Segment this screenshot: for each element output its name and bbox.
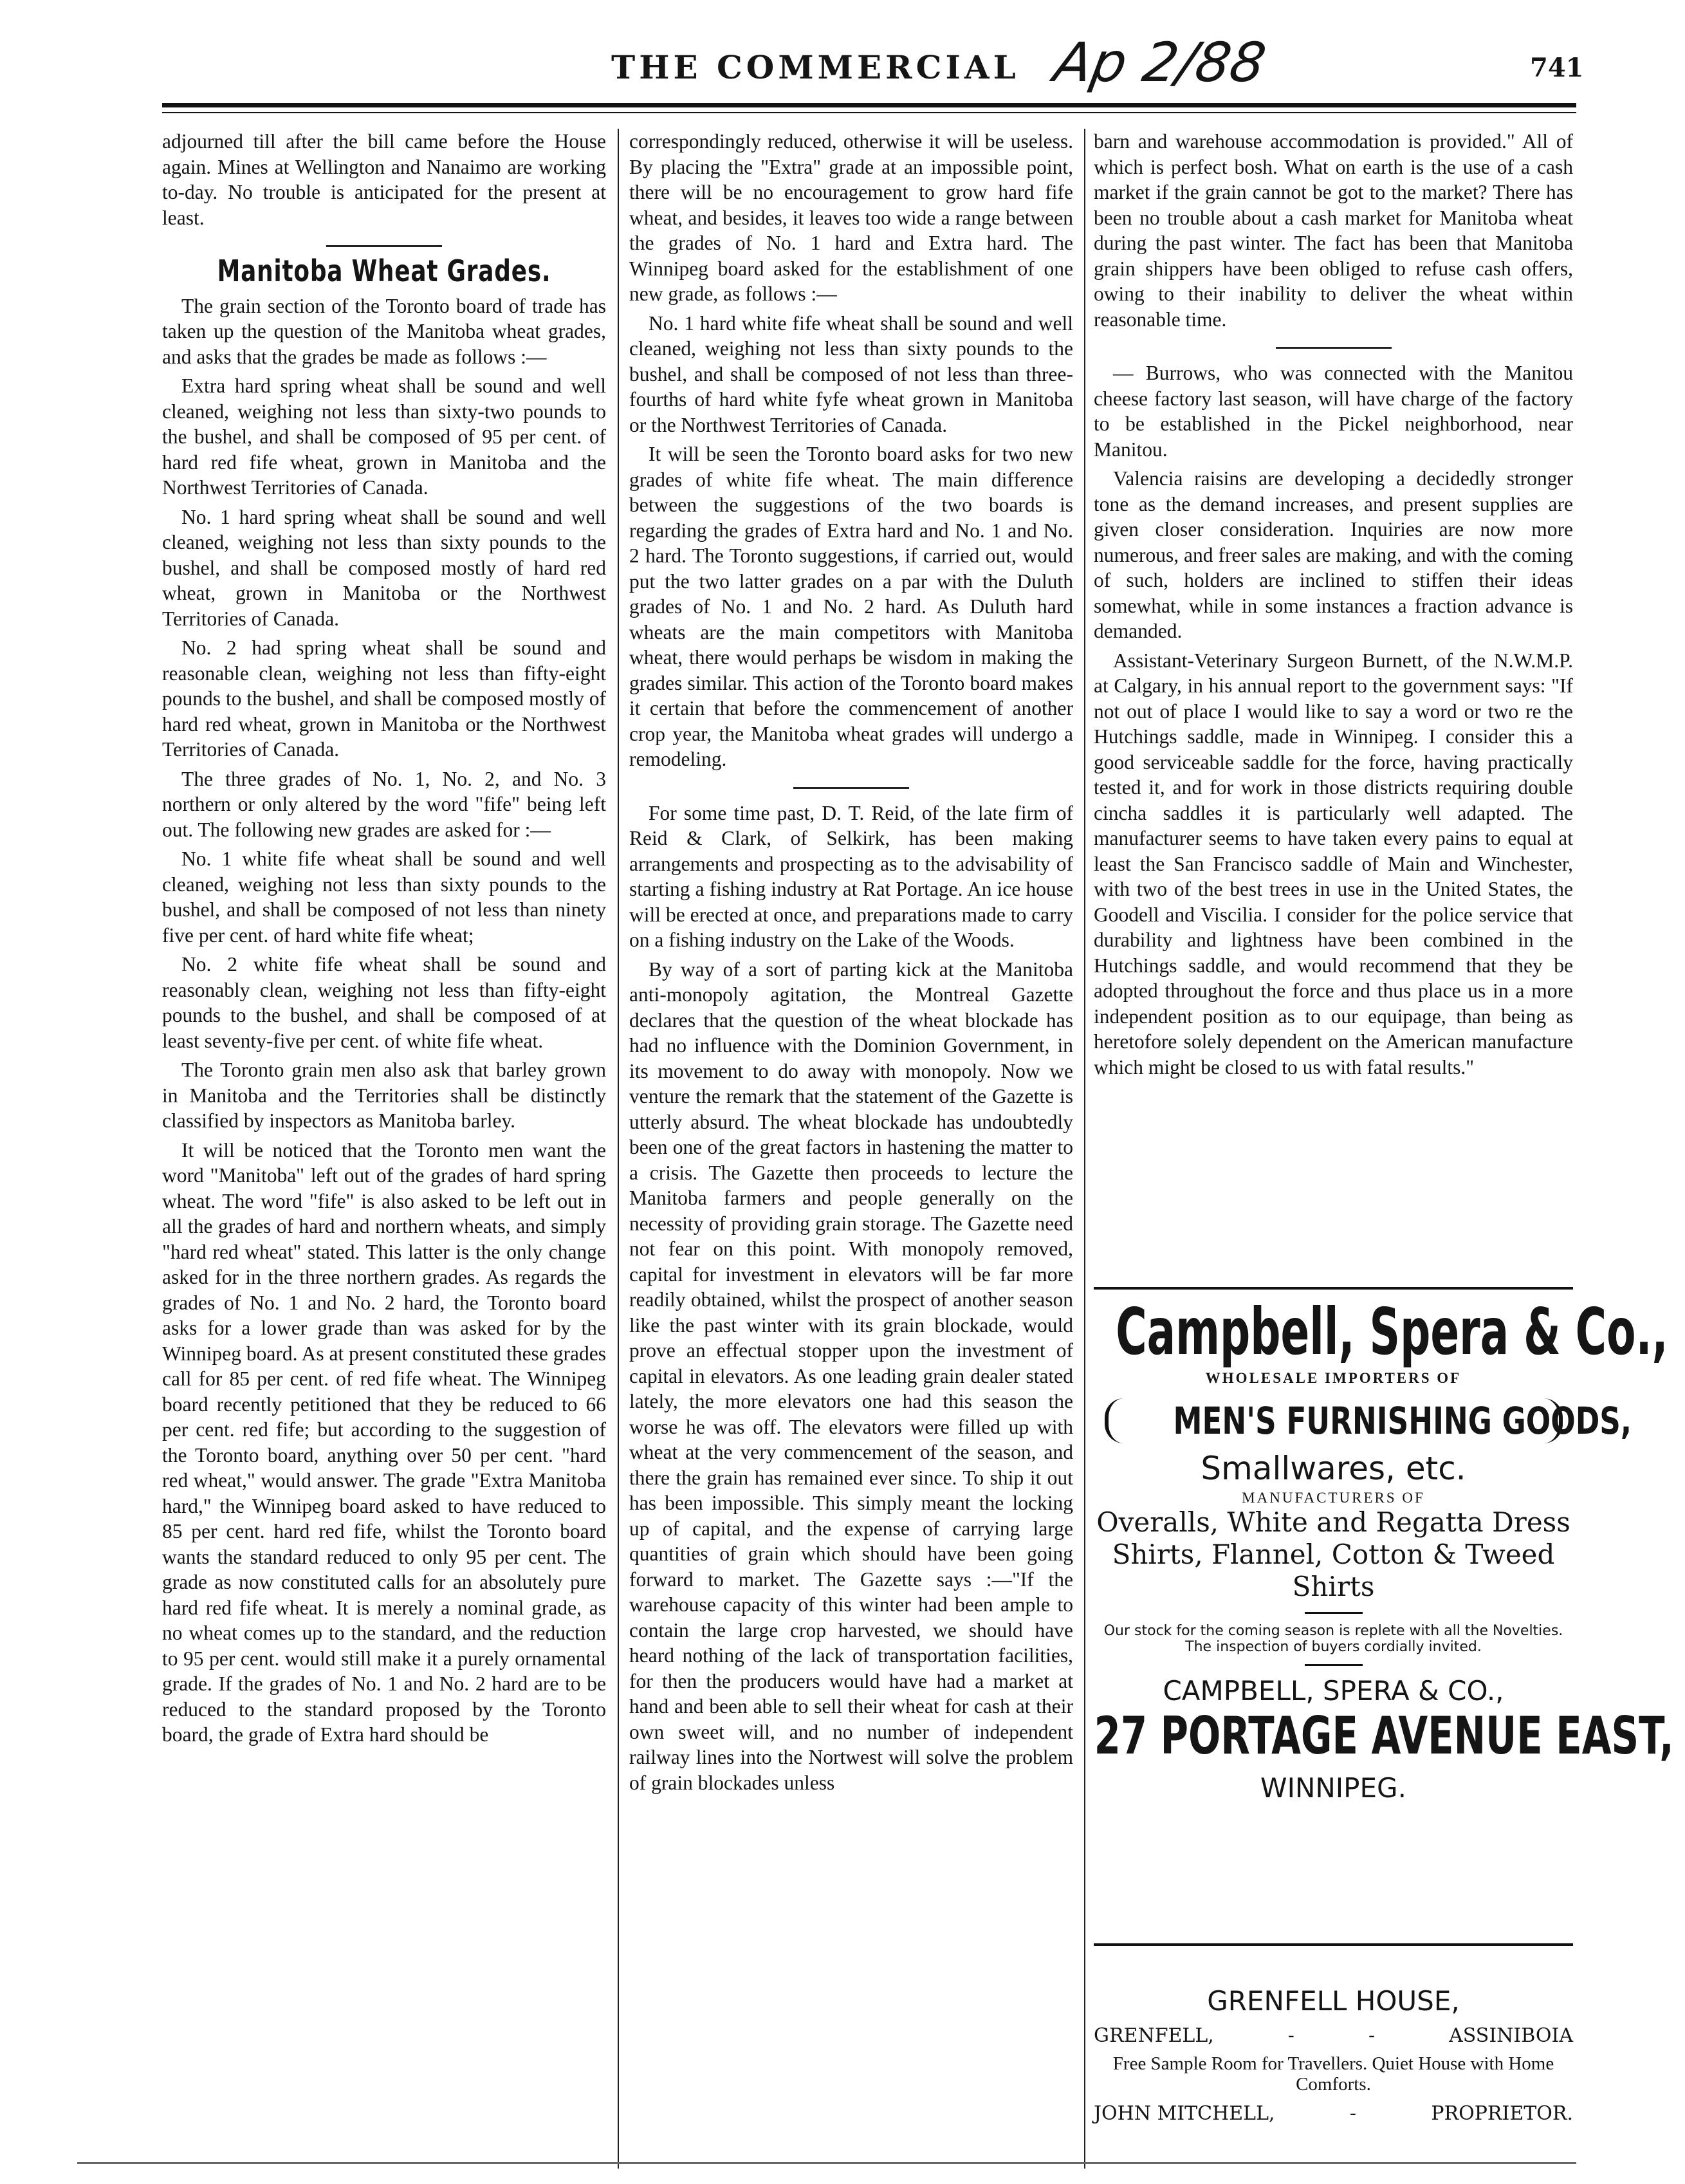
hotel-proprietor: [1094, 2102, 1573, 2125]
hotel-town: GRENFELL,: [1094, 2024, 1214, 2047]
paragraph: No. 2 white fife wheat shall be sound and reasonably clean, weighing not less than fifty-eight pounds to the bushel, and shall be composed of at least seventy-five per cent. of white fife wheat.: [162, 953, 606, 1052]
paragraph: It will be seen the Toronto board asks for two new grades of white fife wheat. The main difference between the suggestions of the two boards is regarding the grades of Extra hard and No. 1 and No. 2 hard. The Toronto suggestions, if carried out, would put the two latter grades on a par with the Duluth grades of No. 1 and No. 2 hard. As Duluth hard wheats are the main competitors with Manitoba wheat, there would perhaps be wisdom in making the grades similar. This action of the Toronto board makes it certain that before the commencement of another crop year, the Manitoba wheat grades will undergo a remodeling.: [629, 443, 1073, 770]
ad-top-rule: [1094, 1287, 1573, 1290]
article-continuation: adjourned till after the bill came before the House again. Mines at Wellington and Nanaimo are working to-day. No trouble is anticipated for the present at least.: [162, 130, 606, 229]
ad-bottom-rule: [1094, 1943, 1573, 1946]
paragraph: Assistant-Veterinary Surgeon Burnett, of the N.W.M.P. at Calgary, in his annual report to the government says: "If not out of place I would like to say a word or two re the Hutchings saddle, made in Winnipeg. I consider this a good serviceable saddle for the force, having practically tested it, and for work in those districts requiring double cincha saddles it is particularly well adapted. The manufacturer seems to have taken every pains to equal at least the San Francisco saddle of Main and Winchester, with two of the best trees in use in the United States, the Goodell and Viscilia. I consider for the police service that durability and lightness have been combined in the Hutchings saddle, and would recommend that they be adopted throughout the force and thus place us in a more independent position as to our equipage, than being as heretofore solely dependent on the American manufacture which might be closed to us with fatal results.": [1094, 649, 1573, 1078]
column-1: [162, 129, 606, 1752]
proprietor-name: JOHN MITCHELL,: [1094, 2102, 1275, 2125]
page-header: [0, 0, 1685, 109]
separator: -: [1287, 2024, 1294, 2047]
header-rule-thin: [162, 112, 1576, 113]
ad-mens-furnishing: [1105, 1398, 1632, 1443]
paragraph: The grain section of the Toronto board of trade has taken up the question of the Manitoba wheat grades, and asks that the grades be made as follows :—: [162, 294, 606, 368]
section-divider: [1094, 340, 1573, 354]
footer-rule: [77, 2162, 1576, 2164]
ad-stock-note: Our stock for the coming season is replete with all the Novelties. The inspection of buyers cordially invited.: [1103, 1623, 1563, 1655]
ad-product-line-1: Overalls, White and Regatta Dress: [1096, 1506, 1570, 1538]
paragraph: No. 1 hard spring wheat shall be sound and well cleaned, weighing not less than sixty pounds to the bushel, and shall be composed mostly of hard red wheat, grown in Manitoba or the Northwest Territories of Canada.: [162, 505, 606, 630]
column-2: [629, 129, 1073, 1799]
section-divider: [629, 780, 1073, 794]
column-rule: [618, 129, 619, 2169]
paragraph: The Toronto grain men also ask that barley grown in Manitoba and the Territories shall be distinctly classified by inspectors as Manitoba barley.: [162, 1059, 606, 1132]
section-heading: Manitoba Wheat Grades.: [217, 254, 551, 288]
hotel-amenities: Free Sample Room for Travellers. Quiet House with Home Comforts.: [1112, 2053, 1554, 2095]
paragraph: No. 2 had spring wheat shall be sound and reasonable clean, weighing not less than fifty-eight pounds to the bushel, and shall be composed mostly of hard red wheat, grown in Manitoba or the Northwest Territories of Canada.: [162, 636, 606, 761]
ad-mens-label: MEN'S FURNISHING GOODS,: [1172, 1399, 1632, 1443]
ad-divider: [1305, 1612, 1363, 1614]
separator: -: [1368, 2024, 1376, 2047]
hotel-location: [1094, 2024, 1573, 2047]
paragraph: correspondingly reduced, otherwise it will be useless. By placing the "Extra" grade at an impossible point, there will be no encouragement to grow hard fife wheat, and besides, it leaves too wide a range between the grades of No. 1 hard and Extra hard. The Winnipeg board asked for the establishment of one new grade, as follows :—: [629, 130, 1073, 305]
ad-divider: [1305, 1664, 1363, 1666]
page-number: 741: [1530, 53, 1584, 83]
advertisement-campbell-spera: [1094, 1294, 1674, 1804]
header-rule: [162, 103, 1576, 107]
paragraph: By way of a sort of parting kick at the Manitoba anti-monopoly agitation, the Montreal Gazette declares that the question of the wheat blockade has had no influence with the Dominion Government, in its movement to do away with monopoly. Now we venture the remark that the statement of the Gazette is utterly absurd. The wheat blockade has undoubtedly been one of the great factors in hastening the matter to a crisis. The Gazette then proceeds to lecture the Manitoba farmers and people generally on the necessity of providing grain storage. The Gazette need not fear on this point. With monopoly removed, capital for investment in elevators will be far more readily obtained, whilst the prospect of another season like the past winter with its grain blockade, would prove an effectual stopper upon the investment of capital in elevators. As one leading grain dealer stated lately, the more elevators one had this season the worse he was off. The elevators were filled up with wheat at the very commencement of the season, and there the grain has remained ever since. To ship it out has been impossible. This simply meant the locking up of capital, and the expense of carrying large quantities of grain which should have been going forward to market. The Gazette says :—"If the warehouse capacity of this winter had been ample to contain the large crop harvested, we should have heard nothing of the lack of transportation facilities, for then the producers would have had a market at hand and been able to sell their wheat for cash at their own sweet will, and no number of independent railway lines into the Nortwest will solve the problem of grain blockades unless: [629, 958, 1073, 1794]
advertisement-grenfell-house: [1094, 1985, 1573, 2125]
ad-product-line-2: Shirts, Flannel, Cotton & Tweed Shirts: [1112, 1539, 1555, 1602]
ad-firm-name: Campbell, Spera & Co.,: [1116, 1294, 1668, 1369]
section-divider: [162, 238, 606, 252]
paragraph: Extra hard spring wheat shall be sound and well cleaned, weighing not less than sixty-two pounds to the bushel, and shall be composed of 95 per cent. of hard red fife wheat, grown in Manitoba and the Northwest Territories of Canada.: [162, 375, 606, 499]
paragraph: Valencia raisins are developing a decidedly stronger tone as the demand increases, and present supplies are given closer consideration. Inquiries are now more numerous, and freer sales are making, and with the coming of such, holders are inclined to stiffen their ideas somewhat, while in some instances a fraction advance is demanded.: [1094, 467, 1573, 642]
paragraph: For some time past, D. T. Reid, of the late firm of Reid & Clark, of Selkirk, has been making arrangements and prospecting as to the advisability of starting a fishing industry at Rat Portage. An ice house will be erected at once, and preparations made to carry on a fishing industry on the Lake of the Woods.: [629, 801, 1073, 951]
ad-wholesale-line: WHOLESALE IMPORTERS OF: [1205, 1370, 1462, 1386]
hotel-province: ASSINIBOIA: [1449, 2024, 1573, 2047]
proprietor-title: PROPRIETOR.: [1431, 2102, 1573, 2125]
paragraph: The three grades of No. 1, No. 2, and No. 3 northern or only altered by the word "fife" being left out. The following new grades are asked for :—: [162, 767, 606, 841]
ad-address: 27 PORTAGE AVENUE EAST,: [1094, 1706, 1674, 1766]
ad-name-caps: CAMPBELL, SPERA & CO.,: [1163, 1675, 1504, 1707]
ad-smallwares: Smallwares, etc.: [1201, 1450, 1466, 1487]
masthead-title: THE COMMERCIAL: [611, 48, 1020, 86]
column-3: [1094, 129, 1573, 1084]
paragraph: barn and warehouse accommodation is provided." All of which is perfect bosh. What on earth is the use of a cash market if the grain cannot be got to the market? There has been no trouble about a cash market for Manitoba wheat during the past winter. The fact has been that Manitoba grain shippers have been obliged to refuse cash offers, owing to their inability to deliver the wheat within reasonable time.: [1094, 130, 1573, 331]
paragraph: — Burrows, who was connected with the Manitou cheese factory last season, will have charge of the factory to be established in the Pickel neighborhood, near Manitou.: [1094, 362, 1573, 461]
paragraph: It will be noticed that the Toronto men want the word "Manitoba" left out of the grades of hard spring wheat. The word "fife" is also asked to be left out in all the grades of hard and northern wheats, and simply "hard red wheat" stated. This latter is the only change asked for in the three northern grades. As regards the grades of No. 1 and No. 2 hard, the Toronto board asks for a lower grade than was asked for by the Winnipeg board. As at present constituted these grades call for 85 per cent. of red fife wheat. The Winnipeg board recently petitioned that they be reduced to 66 per cent. red fife; but according to the suggestion of the Toronto board, anything over 50 per cent. "hard red wheat," would answer. The grade "Extra Manitoba hard," the Winnipeg board asked to have reduced to 85 per cent. hard red fife, whilst the Toronto board wants the standard reduced to only 95 per cent. The grade as now constituted calls for an absolutely pure hard red fife wheat. It is merely a nominal grade, as no wheat comes up to the standard, and the reduction to 95 per cent. would still make it a purely ornamental grade. If the grades of No. 1 and No. 2 hard are to be reduced to the standard proposed by the Toronto board, the grade of Extra hard should be: [162, 1138, 606, 1746]
ad-manufacturers: MANUFACTURERS OF: [1242, 1490, 1425, 1506]
paragraph: No. 1 white fife wheat shall be sound and well cleaned, weighing not less than sixty pounds to the bushel, and shall be composed of not less than ninety five per cent. of hard white fife wheat;: [162, 847, 606, 947]
ad-city: WINNIPEG.: [1260, 1772, 1406, 1804]
hotel-name: GRENFELL HOUSE,: [1207, 1985, 1460, 2017]
paragraph: No. 1 hard white fife wheat shall be sound and well cleaned, weighing not less than sixty pounds to the bushel, and shall be composed of not less than three-fourths of hard white fyfe wheat grown in Manitoba or the Northwest Territories of Canada.: [629, 311, 1073, 436]
separator: -: [1349, 2102, 1357, 2125]
handwritten-date: Ap 2/88: [1049, 31, 1271, 94]
column-rule: [1084, 129, 1085, 2169]
